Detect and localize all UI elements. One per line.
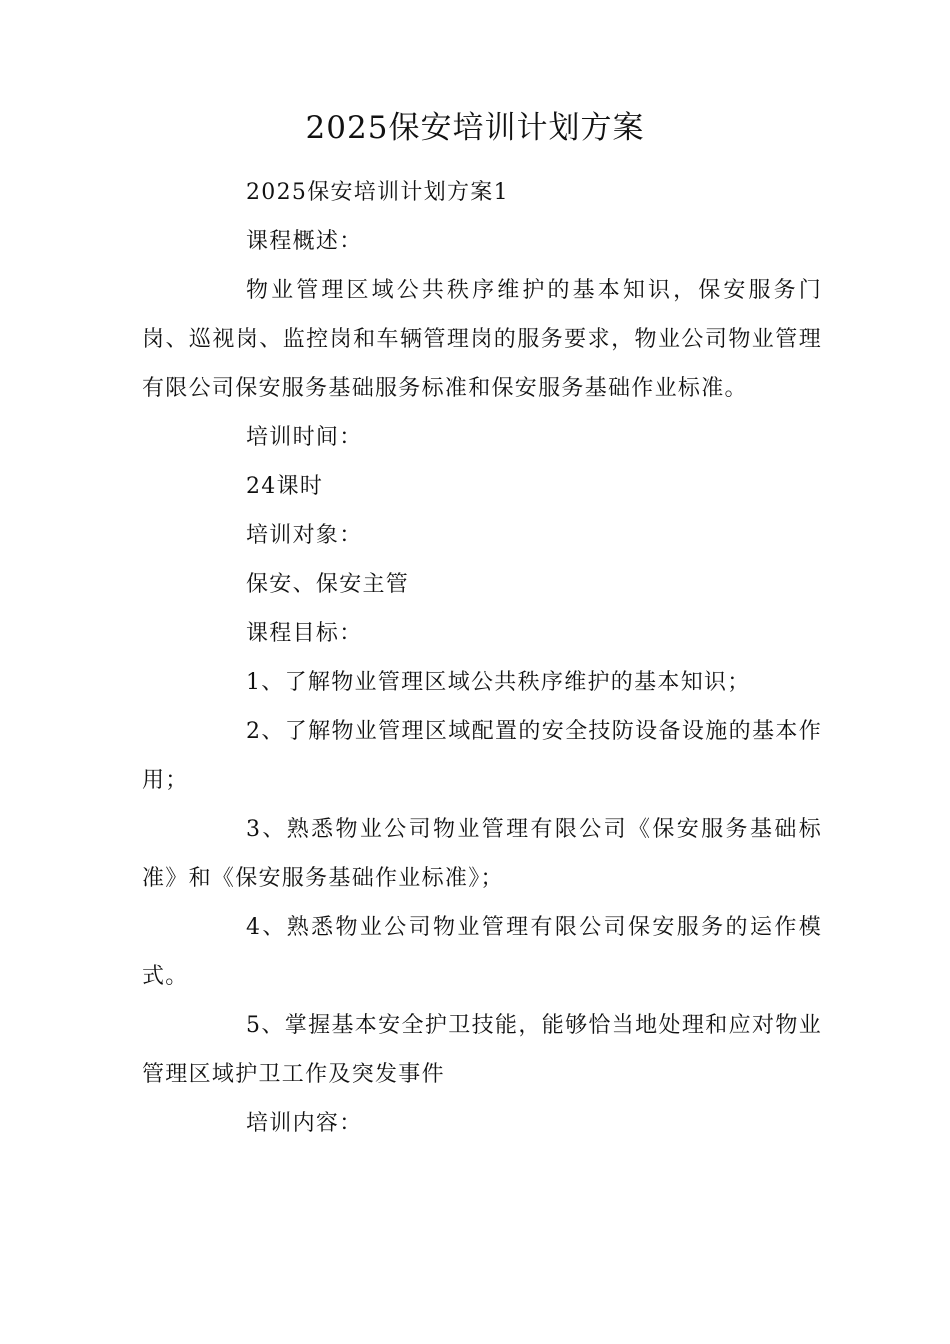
document-body xyxy=(142,168,822,1148)
paragraph-course-overview-heading: 课程概述： xyxy=(246,229,363,254)
paragraph-training-content-heading: 培训内容： xyxy=(246,1111,363,1136)
paragraph-goal-4: 4、熟悉物业公司物业管理有限公司保安服务的运作模式。 xyxy=(142,915,822,989)
paragraph-training-target: 保安、保安主管 xyxy=(246,572,410,597)
paragraph-subtitle: 2025保安培训计划方案1 xyxy=(246,180,509,205)
paragraph-training-time-heading: 培训时间： xyxy=(246,425,363,450)
document-title: 2025保安培训计划方案 xyxy=(305,110,645,146)
paragraph-goal-1: 1、了解物业管理区域公共秩序维护的基本知识； xyxy=(246,670,751,695)
paragraph-course-goals-heading: 课程目标： xyxy=(246,621,363,646)
paragraph-goal-2: 2、了解物业管理区域配置的安全技防设备设施的基本作用； xyxy=(142,719,822,793)
paragraph-training-target-heading: 培训对象： xyxy=(246,523,363,548)
paragraph-course-overview: 物业管理区域公共秩序维护的基本知识，保安服务门岗、巡视岗、监控岗和车辆管理岗的服务要求，物业公司物业管理有限公司保安服务基础服务标准和保安服务基础作业标准。 xyxy=(142,278,822,401)
paragraph-training-time: 24课时 xyxy=(246,474,324,499)
paragraph-goal-5: 5、掌握基本安全护卫技能，能够恰当地处理和应对物业管理区域护卫工作及突发事件 xyxy=(142,1013,822,1087)
paragraph-goal-3: 3、熟悉物业公司物业管理有限公司《保安服务基础标准》和《保安服务基础作业标准》； xyxy=(142,817,822,891)
